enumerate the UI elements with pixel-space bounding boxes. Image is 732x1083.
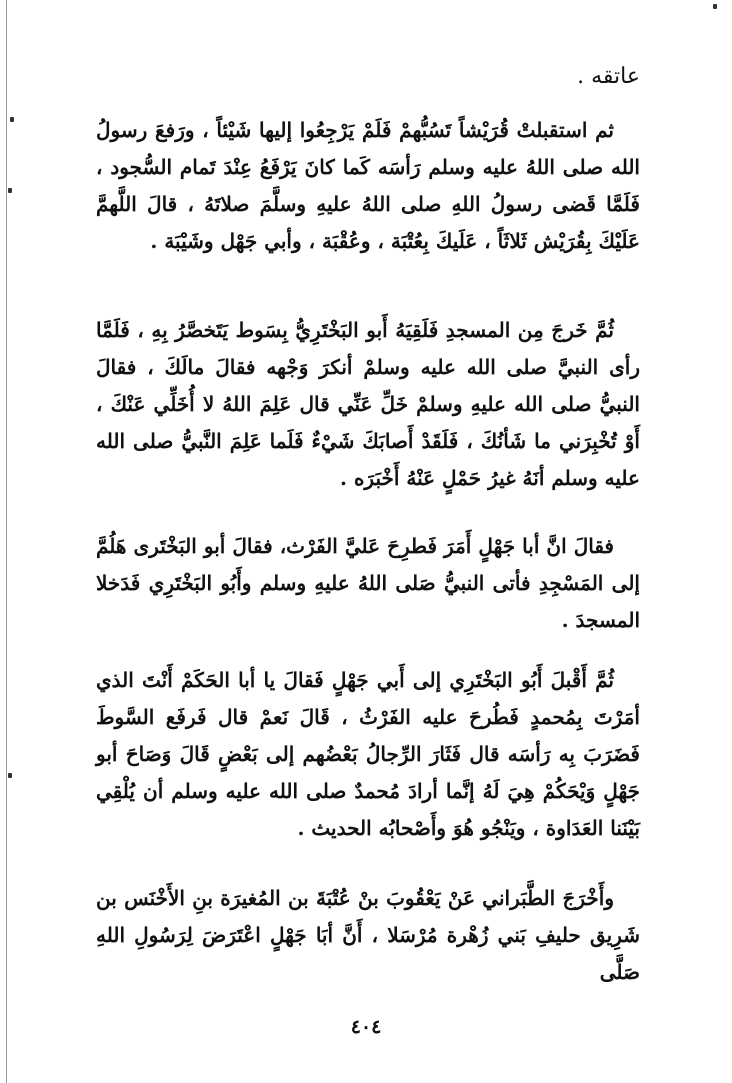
paragraph-4	[96, 662, 640, 847]
scan-speck	[10, 117, 14, 122]
scan-speck	[8, 773, 12, 778]
paragraph-text: ثم استقبلتْ قُرَيْشاً تَسُبُّهمْ فَلَمْ يَرْجِعُوا إليها شَيْئاً ، ورَفعَ رسولُ الله صلى اللهُ عليه وسلم رَأسَه كَما كانَ يَرْفَعُ عِنْدَ تَمام السُّجود ، فَلَمَّا قَضى رسولُ اللهِ صلى اللهُ عليهِ وسلَّمَ صلاتَهُ ، قالَ اللَّهمَّ عَلَيْكَ بِقُرَيْش ثَلاثَاً ، عَلَيكَ بِعُتْبَة ، وعُقْبَة ، وأبي جَهْل وشَيْبَة .	[96, 118, 640, 253]
scan-edge-line	[6, 0, 7, 1083]
paragraph-text: فقالَ انَّ أبا جَهْلٍ أَمَرَ فَطرِحَ عَليَّ الفَرْث، فقالَ أبو البَخْتَرى هَلُمَّ إلى المَسْجِدِ فأتى النبيُّ صَلى اللهُ عليهِ وسلم وأَبُو البَخْتَرِي فَدَخلا المسجدَ .	[96, 534, 640, 632]
paragraph-text: وأَخْرَجَ الطَّبَراني عَنْ يَعْقُوبَ بنْ عُتْبَةَ بن المُغيرَة بنِ الأَخْنَس بن شَرِيق حليفِ بَني زُهْرة مُرْسَلا ، أَنَّ أبَا جَهْلٍ اعْتَرَضَ لِرَسُولِ اللهِ صَلَّى	[96, 886, 640, 984]
paragraph-3	[96, 528, 640, 639]
paragraph-2	[96, 312, 640, 497]
catchword: عاتقه .	[577, 64, 640, 89]
paragraph-text: ثُمَّ خَرجَ مِن المسجدِ فَلَقِيَهُ أَبو البَخْتَرِيُّ بِسَوط يَتَخصَّرُ بِهِ ، فَلَمَّا رأى النبيَّ صلى الله عليه وسلمْ أنكرَ وَجْهه فقالَ مالَكَ ، فقالَ النبيُّ صلى الله عليهِ وسلمْ خَلِّ عَنِّي قال عَلِمَ اللهُ لا أُخَلِّي عَنْكَ ، أَوْ تُخْبِرَني ما شَأنُكَ ، فَلَقَدْ أَصابَكَ شَيْءٌ فَلَما عَلِمَ النَّبيُّ صلى الله عليه وسلم أنَهُ غيرُ حَمْلٍ عَنْهُ أَخْبَرَه .	[96, 318, 640, 490]
paragraph-text: ثُمَّ أَقْبلَ أَبُو البَخْتَرِي إلى أَبي جَهْلٍ فَقالَ يا أبا الحَكَمْ أَنْتَ الذي أمَرْتَ بِمُحمدٍ فَطُرحَ عليه الفَرْثُ ، قَالَ نَعمْ قال فَرفَع السَّوطَ فَضَرَبَ بِه رَأسَه قال فَثَارَ الرِّجالُ بَعْضُهم إلى بَعْضٍ قَالَ وَصَاحَ أبو جَهْلٍ وَيْحَكُمْ هِيَ لَهُ إنَّما أرادَ مُحمدٌ صلى الله عليه وسلم أن يُلْقِي بَيْنَنا العَدَاوة ، ويَنْجُو هُوَ وأَصْحابُه الحديث .	[96, 668, 640, 840]
paragraph-1	[96, 112, 640, 260]
scan-speck	[8, 188, 12, 193]
scan-speck	[713, 4, 717, 9]
page-number: ٤٠٤	[350, 1016, 382, 1038]
paragraph-5	[96, 880, 640, 991]
